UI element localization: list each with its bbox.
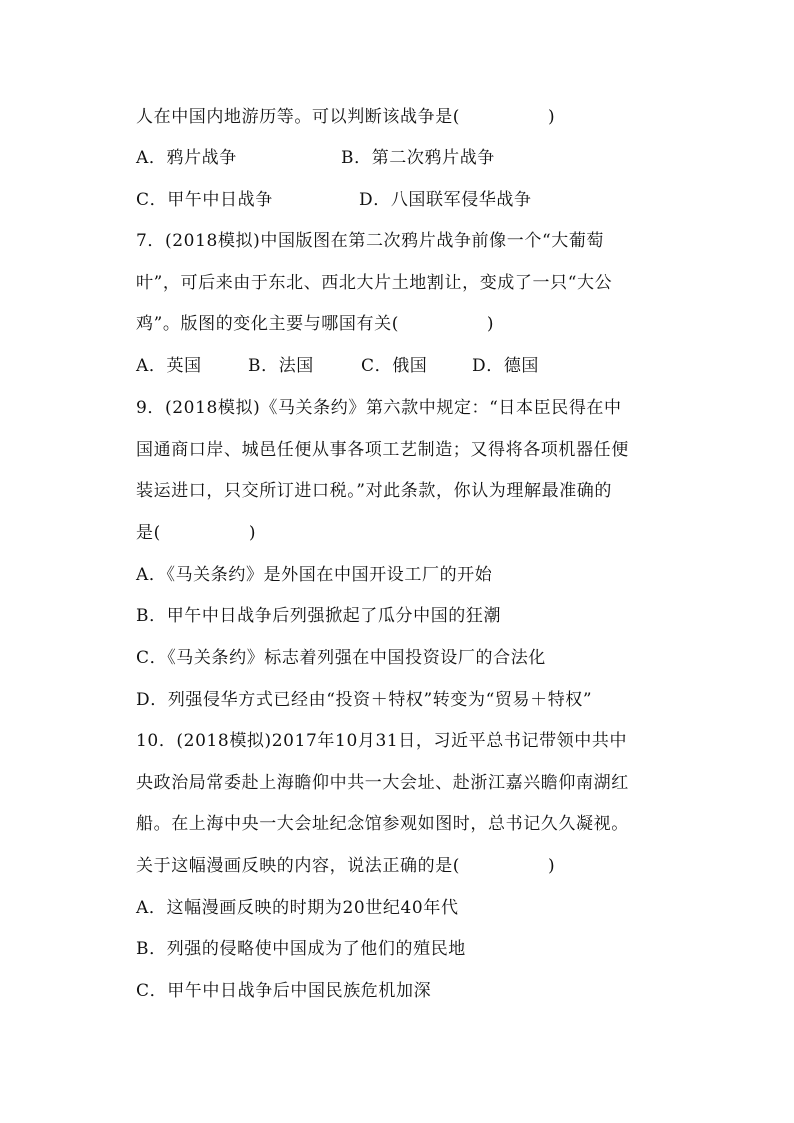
q7-option-b: B．法国 <box>248 356 314 376</box>
q9-stem-line4: 是( ) <box>136 523 257 543</box>
q10-stem-line1: 10．(2018模拟)2017年10月31日，习近平总书记带领中共中 <box>136 731 628 751</box>
q9-stem-line1: 9．(2018模拟)《马关条约》第六款中规定：“日本臣民得在中 <box>136 398 622 418</box>
q10-stem-line4: 关于这幅漫画反映的内容，说法正确的是( ) <box>136 856 556 876</box>
q10-option-a: A．这幅漫画反映的时期为20世纪40年代 <box>136 898 459 918</box>
q7-options-row <box>136 355 696 377</box>
q10-stem-line2: 央政治局常委赴上海瞻仰中共一大会址、赴浙江嘉兴瞻仰南湖红 <box>136 773 629 793</box>
q9-option-b: B．甲午中日战争后列强掀起了瓜分中国的狂潮 <box>136 606 502 626</box>
q7-stem-line1: 7．(2018模拟)中国版图在第二次鸦片战争前像一个“大葡萄 <box>136 231 605 251</box>
q7-stem-line2: 叶”，可后来由于东北、西北大片土地割让，变成了一只“大公 <box>136 273 613 293</box>
q9-option-a: A．《马关条约》是外国在中国开设工厂的开始 <box>136 565 493 585</box>
q7-option-c: C．俄国 <box>361 356 428 376</box>
q6-options-row2 <box>136 189 696 211</box>
q9-option-d: D．列强侵华方式已经由“投资＋特权”转变为“贸易＋特权” <box>136 690 593 710</box>
q9-stem-line2: 国通商口岸、城邑任便从事各项工艺制造；又得将各项机器任便 <box>136 440 629 460</box>
q9-stem-line3: 装运进口，只交所订进口税。”对此条款，你认为理解最准确的 <box>136 481 612 501</box>
q6-option-a: A．鸦片战争 <box>136 148 237 168</box>
q10-option-c: C．甲午中日战争后中国民族危机加深 <box>136 981 432 1001</box>
q10-stem-line3: 船。在上海中央一大会址纪念馆参观如图时，总书记久久凝视。 <box>136 814 629 834</box>
q7-stem-line3: 鸡”。版图的变化主要与哪国有关( ) <box>136 314 495 334</box>
q6-option-b: B．第二次鸦片战争 <box>341 148 495 168</box>
q7-option-d: D．德国 <box>472 356 540 376</box>
q6-option-d: D．八国联军侵华战争 <box>359 190 532 210</box>
q6-option-c: C．甲午中日战争 <box>136 190 273 210</box>
q7-option-a: A．英国 <box>136 356 202 376</box>
q10-option-b: B．列强的侵略使中国成为了他们的殖民地 <box>136 939 466 959</box>
q9-option-c: C．《马关条约》标志着列强在中国投资设厂的合法化 <box>136 648 546 668</box>
q6-stem-tail: 人在中国内地游历等。可以判断该战争是( ) <box>136 107 556 127</box>
q6-options-row1 <box>136 147 696 169</box>
